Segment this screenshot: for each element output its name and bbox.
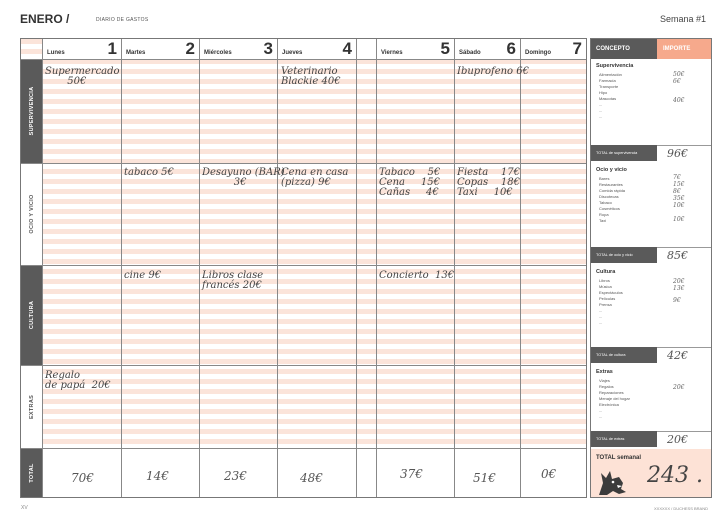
section-value: 50€ (673, 71, 685, 78)
section-item: Farmacia (599, 78, 616, 83)
section-item: Taxi (599, 218, 607, 223)
section-total-value: 42€ (657, 347, 711, 364)
panel-section-extras (591, 365, 711, 449)
grid-line (121, 39, 122, 497)
section-title: Supervivencia (596, 63, 634, 69)
concept-header: CONCEPTO (591, 39, 657, 59)
section-item: Ropa (599, 212, 609, 217)
category-label: OCIO Y VICIO (28, 194, 35, 234)
category-label: SUPERVIVENCIA (28, 86, 35, 136)
section-value: 10€ (673, 216, 685, 223)
category-ocio (21, 163, 42, 265)
day-number: 3 (263, 39, 273, 58)
entry-viernes-ocio: Tabaco 5€ Cena 15€ Cañas 4€ (379, 167, 441, 198)
category-label: EXTRAS (28, 394, 35, 419)
section-item: Transporte (599, 84, 619, 89)
section-item: ... (599, 314, 603, 319)
section-value: 15€ (673, 181, 685, 188)
day-name: Sábado (459, 50, 481, 56)
section-item: ... (599, 320, 603, 325)
day-name: Martes (126, 50, 146, 56)
entry-martes-ocio: tabaco 5€ (124, 167, 174, 178)
day-number: 6 (506, 39, 516, 58)
panel-section-ocio (591, 163, 711, 265)
grid-line (520, 39, 521, 497)
section-item: Discotecas (599, 194, 619, 199)
section-total-label: TOTAL de supervivencia (591, 145, 657, 161)
section-total-value: 85€ (657, 247, 711, 264)
day-name: Miércoles (204, 50, 232, 56)
day-name: Viernes (381, 50, 403, 56)
section-item: ... (599, 308, 603, 313)
section-item: ... (599, 114, 603, 119)
section-item: ... (599, 102, 603, 107)
section-item: Películas (599, 296, 616, 301)
total-jueves: 48€ (300, 471, 323, 485)
section-total-label: TOTAL de extras (591, 431, 657, 447)
section-item: Cosméticos (599, 206, 620, 211)
section-item: Tabaco (599, 200, 612, 205)
entry-lunes-supervivencia: Supermercado 50€ (45, 66, 120, 87)
category-cultura (21, 265, 42, 365)
category-label: CULTURA (28, 300, 35, 330)
grid-stripes (21, 39, 586, 497)
section-item: Reparaciones (599, 390, 624, 395)
section-value: 10€ (673, 202, 685, 209)
section-item: Regalos (599, 384, 614, 389)
section-title: Cultura (596, 269, 616, 275)
section-item: Mascotas (599, 96, 617, 101)
section-item: Hipo (599, 90, 608, 95)
entry-jueves-ocio: Cena en casa (pizza) 9€ (281, 167, 349, 188)
entry-miercoles-cultura: Libros clase francés 20€ (202, 270, 264, 291)
month-title: ENERO / (20, 12, 70, 26)
total-domingo: 0€ (541, 467, 557, 481)
grid-line (356, 39, 357, 497)
section-value: 40€ (673, 97, 685, 104)
day-name: Domingo (525, 50, 551, 56)
section-item: Bares (599, 176, 610, 181)
week-label: Semana #1 (659, 14, 706, 24)
section-total-label: TOTAL de ocio y vicio (591, 247, 657, 263)
total-viernes: 37€ (400, 467, 423, 481)
section-item: Viajes (599, 378, 610, 383)
category-supervivencia (21, 59, 42, 163)
section-total-label: TOTAL de cultura (591, 347, 657, 363)
section-item: ... (599, 108, 603, 113)
day-header-domingo (520, 39, 586, 59)
section-item: Menaje del hogar (599, 396, 630, 401)
amount-header: IMPORTE (657, 39, 711, 59)
grid-line (199, 39, 200, 497)
weekly-total-label: TOTAL semanal (596, 455, 642, 461)
section-item: Electrónica (599, 402, 619, 407)
weekly-total-value: 243 . (647, 463, 703, 488)
day-header-jueves (277, 39, 356, 59)
entry-miercoles-ocio: Desayuno (BAR) 3€ (202, 167, 285, 188)
weekly-grid (20, 38, 587, 498)
section-item: Libros (599, 278, 610, 283)
total-lunes: 70€ (71, 471, 94, 485)
day-name: Lunes (47, 50, 65, 56)
section-value: 6€ (673, 78, 681, 85)
section-value: 20€ (673, 384, 685, 391)
weekly-total-box (591, 449, 711, 497)
section-value: 8€ (673, 188, 681, 195)
section-item: Comida rápida (599, 188, 626, 193)
section-item: ... (599, 408, 603, 413)
total-miercoles: 23€ (224, 469, 247, 483)
section-total-value: 96€ (657, 145, 711, 162)
section-value: 20€ (673, 278, 685, 285)
section-title: Ocio y vicio (596, 167, 627, 173)
section-value: 9€ (673, 297, 681, 304)
category-total (21, 448, 42, 497)
grid-line (21, 265, 586, 266)
entry-jueves-supervivencia: Veterinario Blackie 40€ (281, 66, 341, 87)
entry-martes-cultura: cine 9€ (124, 270, 162, 281)
grid-line (42, 39, 43, 497)
day-number: 5 (440, 39, 450, 58)
day-number: 2 (185, 39, 195, 58)
grid-line (21, 163, 586, 164)
footer-brand: XXXXXX / DUCHESS BRAND (653, 506, 708, 511)
day-header-viernes (376, 39, 454, 59)
section-item: Música (599, 284, 612, 289)
entry-sabado-supervivencia: Ibuprofeno 6€ (457, 66, 529, 77)
grid-line (277, 39, 278, 497)
day-header-lunes (42, 39, 121, 59)
diary-subtitle: DIARIO DE GASTOS (96, 17, 149, 23)
section-item: Alimentación (599, 72, 622, 77)
summary-panel (590, 38, 712, 498)
day-header-miercoles (199, 39, 277, 59)
page-number: XV (21, 505, 28, 511)
category-extras (21, 365, 42, 448)
day-number: 1 (107, 39, 117, 58)
grid-line (21, 365, 586, 366)
section-value: 7€ (673, 174, 681, 181)
center-gutter-header (356, 39, 376, 59)
wolf-mascot-icon (595, 463, 629, 497)
section-item: Prensa (599, 302, 612, 307)
grid-line (21, 448, 586, 449)
panel-section-cultura (591, 265, 711, 365)
entry-lunes-extras: Regalo de papá 20€ (45, 370, 111, 391)
total-martes: 14€ (146, 469, 169, 483)
category-label: TOTAL (28, 462, 35, 483)
day-header-martes (121, 39, 199, 59)
entry-viernes-cultura: Concierto 13€ (379, 270, 455, 281)
section-value: 35€ (673, 195, 685, 202)
section-title: Extras (596, 369, 613, 375)
day-name: Jueves (282, 50, 303, 56)
day-number: 4 (342, 39, 352, 58)
grid-line (454, 39, 455, 497)
section-item: Restaurantes (599, 182, 623, 187)
grid-line (21, 59, 586, 60)
section-item: Espectáculos (599, 290, 623, 295)
day-header-sabado (454, 39, 520, 59)
day-number: 7 (572, 39, 582, 58)
panel-section-supervivencia (591, 59, 711, 163)
section-item: ... (599, 414, 603, 419)
entry-sabado-ocio: Fiesta 17€ Copas 18€ Taxi 10€ (457, 167, 520, 198)
section-value: 13€ (673, 285, 685, 292)
grid-line (376, 39, 377, 497)
total-sabado: 51€ (473, 471, 496, 485)
section-total-value: 20€ (657, 431, 711, 448)
